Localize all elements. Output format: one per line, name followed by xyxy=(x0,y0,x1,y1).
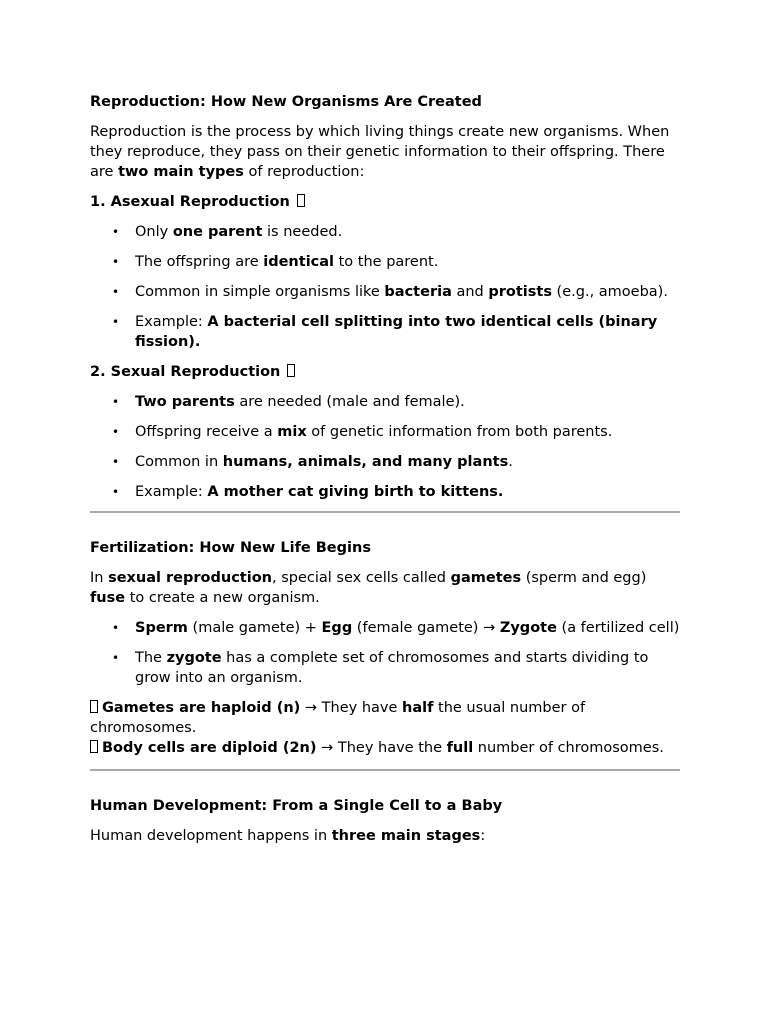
bold-text: Two parents xyxy=(135,394,235,410)
section-title: Fertilization: How New Life Begins xyxy=(90,540,371,556)
text-run: Common in simple organisms like xyxy=(135,284,385,300)
text-run: Reproduction is the process by which living things create new organisms. When they reproduce, they pass on their genetic information to their offspring. There are xyxy=(90,124,670,180)
bold-text: mix xyxy=(277,424,307,440)
text-run: : xyxy=(480,828,486,844)
text-run: the usual number of chromosomes. xyxy=(90,700,586,736)
list-item xyxy=(90,222,680,242)
missing-glyph-icon xyxy=(297,194,305,207)
intro-paragraph xyxy=(90,826,680,846)
list-item xyxy=(90,648,680,688)
text-run: has a complete set of chromosomes and starts dividing to grow into an organism. xyxy=(135,650,649,686)
bold-text: Sperm xyxy=(135,620,188,636)
bold-text: protists xyxy=(488,284,552,300)
list-item xyxy=(90,618,680,638)
intro-paragraph xyxy=(90,122,680,182)
fertilization-list xyxy=(90,618,680,688)
note-text xyxy=(102,740,664,756)
missing-glyph-icon xyxy=(90,740,98,753)
text-run: Common in xyxy=(135,454,223,470)
asexual-list xyxy=(90,222,680,352)
text-run: Example: xyxy=(135,314,208,330)
divider xyxy=(90,769,680,771)
asexual-heading xyxy=(90,192,680,212)
bold-text: two main types xyxy=(118,164,244,180)
bold-text: Zygote xyxy=(499,620,557,636)
list-item xyxy=(90,312,680,352)
sexual-list xyxy=(90,392,680,502)
text-run: The xyxy=(135,650,167,666)
intro-paragraph xyxy=(90,568,680,608)
bold-text: A bacterial cell splitting into two identical cells (binary fission). xyxy=(135,314,658,350)
list-item xyxy=(90,452,680,472)
bold-text: sexual reproduction xyxy=(108,570,272,586)
text-run: (a fertilized cell) xyxy=(556,620,680,636)
bold-text: Gametes are haploid (n) xyxy=(102,700,301,716)
text-run: number of chromosomes. xyxy=(473,740,664,756)
note-text xyxy=(90,700,585,736)
text-run: The offspring are xyxy=(135,254,264,270)
bold-text: fuse xyxy=(90,590,126,606)
text-run: Only xyxy=(135,224,173,240)
section-fertilization xyxy=(90,538,680,758)
text-run: (sperm and egg) xyxy=(521,570,647,586)
text-run: of reproduction: xyxy=(243,164,365,180)
text-run: are needed (male and female). xyxy=(234,394,465,410)
text-run: (male gamete) + xyxy=(187,620,322,636)
note-diploid xyxy=(90,738,680,758)
bold-text: full xyxy=(446,740,474,756)
bold-text: humans, animals, and many plants xyxy=(222,454,509,470)
list-item xyxy=(90,282,680,302)
bold-text: Body cells are diploid (2n) xyxy=(102,740,317,756)
bold-text: bacteria xyxy=(384,284,452,300)
divider xyxy=(90,511,680,513)
section-title: Human Development: From a Single Cell to a Baby xyxy=(90,798,503,814)
text-run: (female gamete) → xyxy=(352,620,500,636)
text-run: Human development happens in xyxy=(90,828,332,844)
asexual-heading-text: 1. Asexual Reproduction xyxy=(90,194,290,210)
list-item xyxy=(90,422,680,442)
note-haploid xyxy=(90,698,680,738)
bold-text: A mother cat giving birth to kittens. xyxy=(207,484,504,500)
bold-text: identical xyxy=(263,254,335,270)
text-run: Offspring receive a xyxy=(135,424,278,440)
text-run: Example: xyxy=(135,484,208,500)
text-run: to create a new organism. xyxy=(125,590,320,606)
section-title: Reproduction: How New Organisms Are Created xyxy=(90,94,482,110)
list-item xyxy=(90,392,680,412)
section-reproduction xyxy=(90,92,680,502)
missing-glyph-icon xyxy=(287,364,295,377)
list-item xyxy=(90,482,680,502)
bold-text: three main stages xyxy=(331,828,481,844)
text-run: and xyxy=(451,284,489,300)
list-item xyxy=(90,252,680,272)
chromosome-notes xyxy=(90,698,680,758)
text-run: . xyxy=(508,454,513,470)
text-run: → They have xyxy=(300,700,403,716)
text-run: to the parent. xyxy=(334,254,439,270)
text-run: is needed. xyxy=(262,224,343,240)
text-run: → They have the xyxy=(316,740,447,756)
sexual-heading xyxy=(90,362,680,382)
bold-text: half xyxy=(402,700,434,716)
bold-text: one parent xyxy=(172,224,263,240)
bold-text: zygote xyxy=(166,650,222,666)
bold-text: Egg xyxy=(321,620,353,636)
section-human-development xyxy=(90,796,680,846)
text-run: In xyxy=(90,570,109,586)
text-run: of genetic information from both parents. xyxy=(306,424,613,440)
text-run: , special sex cells called xyxy=(271,570,451,586)
bold-text: gametes xyxy=(450,570,522,586)
missing-glyph-icon xyxy=(90,700,98,713)
text-run: (e.g., amoeba). xyxy=(551,284,668,300)
sexual-heading-text: 2. Sexual Reproduction xyxy=(90,364,281,380)
document xyxy=(90,92,680,846)
